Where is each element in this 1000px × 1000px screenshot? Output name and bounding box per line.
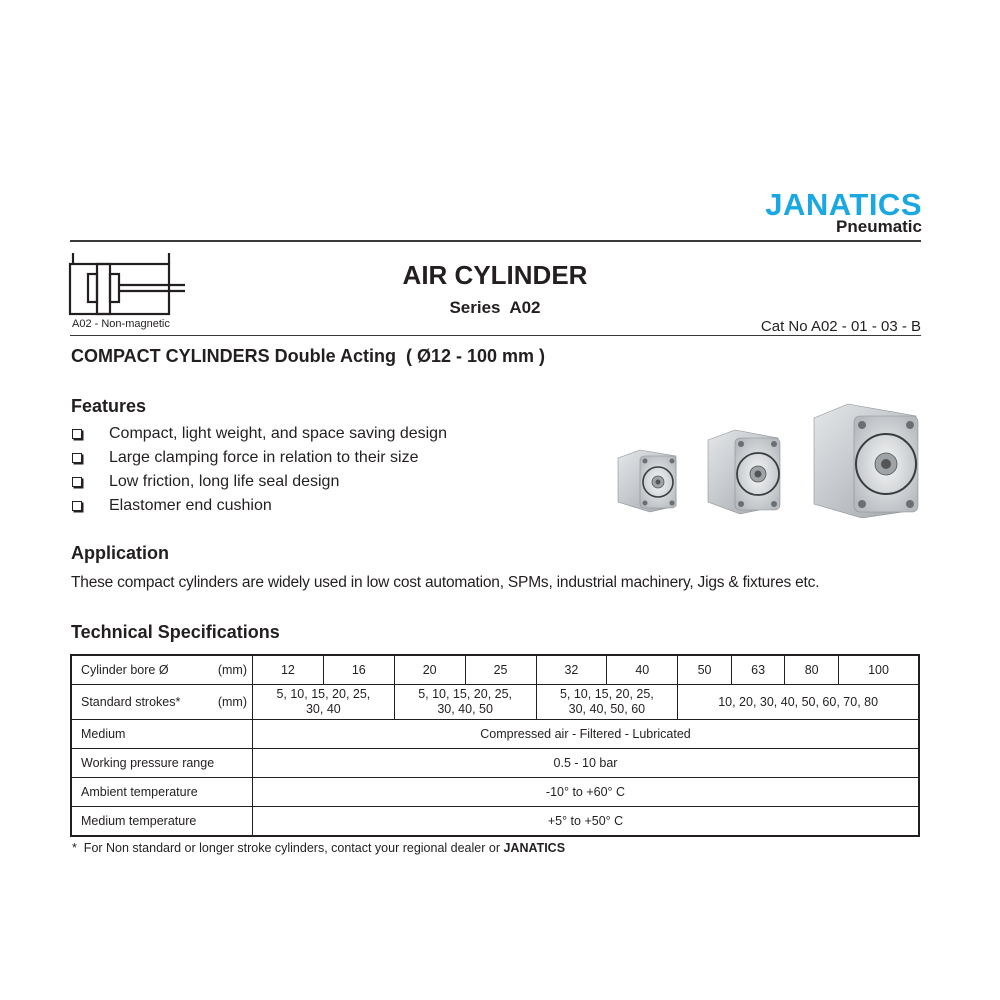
- row-label: Working pressure range: [71, 749, 253, 778]
- stroke-cell: 10, 20, 30, 40, 50, 60, 70, 80: [678, 685, 919, 720]
- bore-cell: 20: [394, 655, 465, 685]
- application-text: These compact cylinders are widely used in low cost automation, SPMs, industrial machinery, Jigs & fixtures etc.: [71, 574, 820, 591]
- page-title: AIR CYLINDER: [402, 260, 588, 290]
- row-value: 0.5 - 10 bar: [253, 749, 920, 778]
- checkbox-bullet-icon: [72, 501, 82, 511]
- feature-item: Elastomer end cushion: [71, 494, 447, 518]
- diagram-label: A02 - Non-magnetic: [72, 318, 170, 330]
- specs-table: [70, 654, 920, 837]
- footnote: * For Non standard or longer stroke cylinders, contact your regional dealer or JANATICS: [72, 841, 566, 855]
- table-row: [71, 778, 919, 807]
- features-list: [71, 422, 447, 518]
- row-value: -10° to +60° C: [253, 778, 920, 807]
- stroke-cell: 5, 10, 15, 20, 25, 30, 40: [253, 685, 395, 720]
- footnote-brand: JANATICS: [503, 841, 566, 855]
- bore-cell: 40: [607, 655, 678, 685]
- row-label: Medium temperature: [71, 807, 253, 837]
- bore-cell: 63: [731, 655, 785, 685]
- double-acting-cylinder-symbol-icon: [68, 248, 193, 318]
- brand-name: JANATICS: [765, 187, 922, 222]
- row-label: Medium: [71, 720, 253, 749]
- features-heading: Features: [71, 396, 147, 416]
- application-heading: Application: [71, 543, 169, 563]
- table-row: [71, 720, 919, 749]
- row-label: Cylinder bore Ø (mm): [71, 655, 253, 685]
- brand-subtitle: Pneumatic: [836, 217, 922, 236]
- checkbox-bullet-icon: [72, 477, 82, 487]
- stroke-cell: 5, 10, 15, 20, 25, 30, 40, 50, 60: [536, 685, 678, 720]
- feature-item: Large clamping force in relation to their size: [71, 446, 447, 470]
- catalog-number: Cat No A02 - 01 - 03 - B: [760, 318, 921, 335]
- specs-heading: Technical Specifications: [71, 622, 280, 642]
- bore-cell: 50: [678, 655, 732, 685]
- bore-cell: 12: [253, 655, 324, 685]
- table-row-bore: [71, 655, 919, 685]
- table-row: [71, 807, 919, 837]
- bore-cell: 32: [536, 655, 607, 685]
- top-divider: [70, 240, 921, 242]
- stroke-cell: 5, 10, 15, 20, 25, 30, 40, 50: [394, 685, 536, 720]
- series-label: Series A02: [449, 298, 541, 317]
- feature-item: Compact, light weight, and space saving design: [71, 422, 447, 446]
- brand-logo: [716, 187, 922, 236]
- feature-item: Low friction, long life seal design: [71, 470, 447, 494]
- checkbox-bullet-icon: [72, 429, 82, 439]
- bore-cell: 80: [785, 655, 839, 685]
- bore-cell: 16: [323, 655, 394, 685]
- product-image: [610, 398, 920, 518]
- row-value: Compressed air - Filtered - Lubricated: [253, 720, 920, 749]
- header-divider: [70, 335, 921, 336]
- table-row-strokes: [71, 685, 919, 720]
- bore-cell: 100: [838, 655, 919, 685]
- row-label: Ambient temperature: [71, 778, 253, 807]
- table-row: [71, 749, 919, 778]
- row-value: +5° to +50° C: [253, 807, 920, 837]
- bore-cell: 25: [465, 655, 536, 685]
- checkbox-bullet-icon: [72, 453, 82, 463]
- product-subtitle: COMPACT CYLINDERS Double Acting ( Ø12 - 100 mm ): [71, 346, 546, 366]
- row-label: Standard strokes* (mm): [71, 685, 253, 720]
